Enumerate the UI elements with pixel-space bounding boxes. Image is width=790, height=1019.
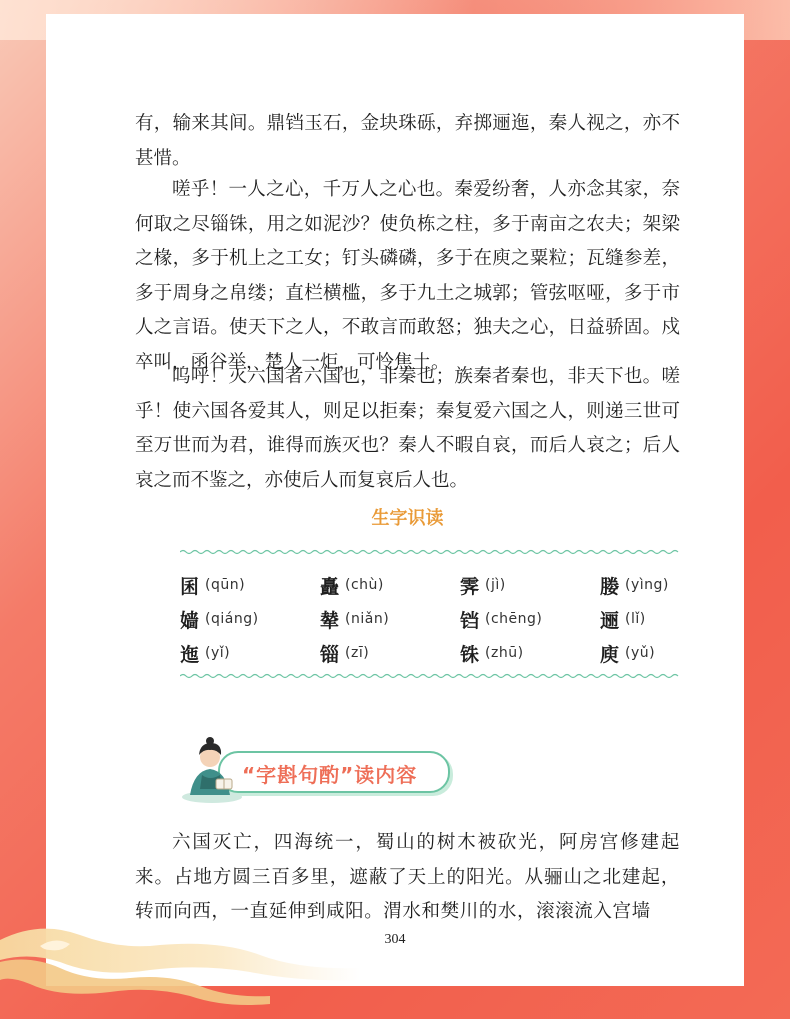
vocab-char: 锱 bbox=[320, 643, 340, 666]
vocab-item bbox=[460, 640, 600, 667]
reading-scholar-illustration-icon bbox=[180, 731, 250, 805]
vocab-pinyin: (chù) bbox=[345, 577, 384, 593]
paragraph-text: 嗟乎！一人之心，千万人之心也。秦爱纷奢，人亦念其家，奈何取之尽锱铢，用之如泥沙？使负栋之柱，多于南亩之农夫；架梁之椽，多于机上之工女；钉头磷磷，多于在庾之粟粒；瓦缝参差，多于周身之帛缕；直栏横槛，多于九土之城郭；管弦呕哑，多于市人之言语。使天下之人，不敢言而敢怒；独夫之心，日益骄固。戍卒叫，函谷举，楚人一炬，可怜焦土。 bbox=[135, 179, 680, 373]
vocab-char: 庾 bbox=[600, 643, 620, 666]
vocab-char: 霁 bbox=[460, 575, 480, 598]
vocab-item bbox=[180, 606, 320, 633]
vocab-item bbox=[460, 572, 600, 599]
banner-title: “字斟句酌”读内容 bbox=[242, 763, 418, 787]
vocab-section-title: 生字识读 bbox=[371, 508, 444, 529]
vocab-item bbox=[180, 572, 320, 599]
vocab-pinyin: (jì) bbox=[485, 577, 506, 593]
vocab-pinyin: (yìng) bbox=[625, 577, 669, 593]
wavy-line-icon bbox=[180, 672, 680, 680]
vocab-pinyin: (chēng) bbox=[485, 611, 543, 627]
paragraph-text: 有，输来其间。鼎铛玉石，金块珠砾，弃掷逦迤，秦人视之，亦不甚惜。 bbox=[135, 113, 680, 169]
wavy-line-icon bbox=[180, 548, 680, 556]
vocab-item bbox=[180, 640, 320, 667]
vocab-item bbox=[600, 640, 680, 667]
vocab-char: 嫱 bbox=[180, 609, 200, 632]
section-banner bbox=[180, 731, 450, 805]
vocab-char: 媵 bbox=[600, 575, 620, 598]
vocab-row bbox=[180, 602, 680, 636]
vocab-item bbox=[600, 572, 680, 599]
vocab-pinyin: (lǐ) bbox=[625, 611, 646, 627]
vocab-row bbox=[180, 568, 680, 602]
vocab-pinyin: (zī) bbox=[345, 645, 370, 661]
vocab-pinyin: (niǎn) bbox=[345, 611, 390, 627]
vocab-item bbox=[320, 572, 460, 599]
vocab-row bbox=[180, 636, 680, 670]
vocab-pinyin: (zhū) bbox=[485, 645, 524, 661]
vocab-char: 迤 bbox=[180, 643, 200, 666]
vocab-char: 铛 bbox=[460, 609, 480, 632]
book-page bbox=[46, 14, 744, 986]
vocab-table bbox=[180, 568, 680, 670]
vocab-char: 囷 bbox=[180, 575, 200, 598]
gold-cloud-decoration-icon bbox=[0, 900, 360, 1019]
wavy-divider-top bbox=[180, 548, 680, 556]
paragraph-text: 呜呼！灭六国者六国也，非秦也；族秦者秦也，非天下也。嗟乎！使六国各爱其人，则足以拒秦；秦复爱六国之人，则递三世可至万世而为君，谁得而族灭也？秦人不暇自哀，而后人哀之；后人哀之而不鉴之，亦使后人而复哀后人也。 bbox=[135, 366, 680, 491]
vocab-item bbox=[460, 606, 600, 633]
page-number: 304 bbox=[384, 932, 406, 947]
vocab-pinyin: (yǔ) bbox=[625, 645, 656, 661]
vocab-pinyin: (qūn) bbox=[205, 577, 246, 593]
vocab-char: 矗 bbox=[320, 575, 340, 598]
vocab-pinyin: (qiáng) bbox=[205, 611, 259, 627]
vocab-pinyin: (yǐ) bbox=[205, 645, 231, 661]
vocab-item bbox=[600, 606, 680, 633]
vocab-char: 辇 bbox=[320, 609, 340, 632]
vocab-char: 逦 bbox=[600, 609, 620, 632]
paragraph-3 bbox=[135, 360, 680, 498]
paragraph-text: 六国灭亡，四海统一，蜀山的树木被砍光，阿房宫修建起来。占地方圆三百多里，遮蔽了天上的阳光。从骊山之北建起，转而向西，一直延伸到咸阳。渭水和樊川的水，滚滚流入宫墙 bbox=[135, 832, 680, 922]
vocab-item bbox=[320, 640, 460, 667]
vocab-char: 铢 bbox=[460, 643, 480, 666]
vocab-item bbox=[320, 606, 460, 633]
paragraph-2 bbox=[135, 173, 680, 380]
wavy-divider-bottom bbox=[180, 672, 680, 680]
paragraph-1 bbox=[135, 107, 680, 176]
